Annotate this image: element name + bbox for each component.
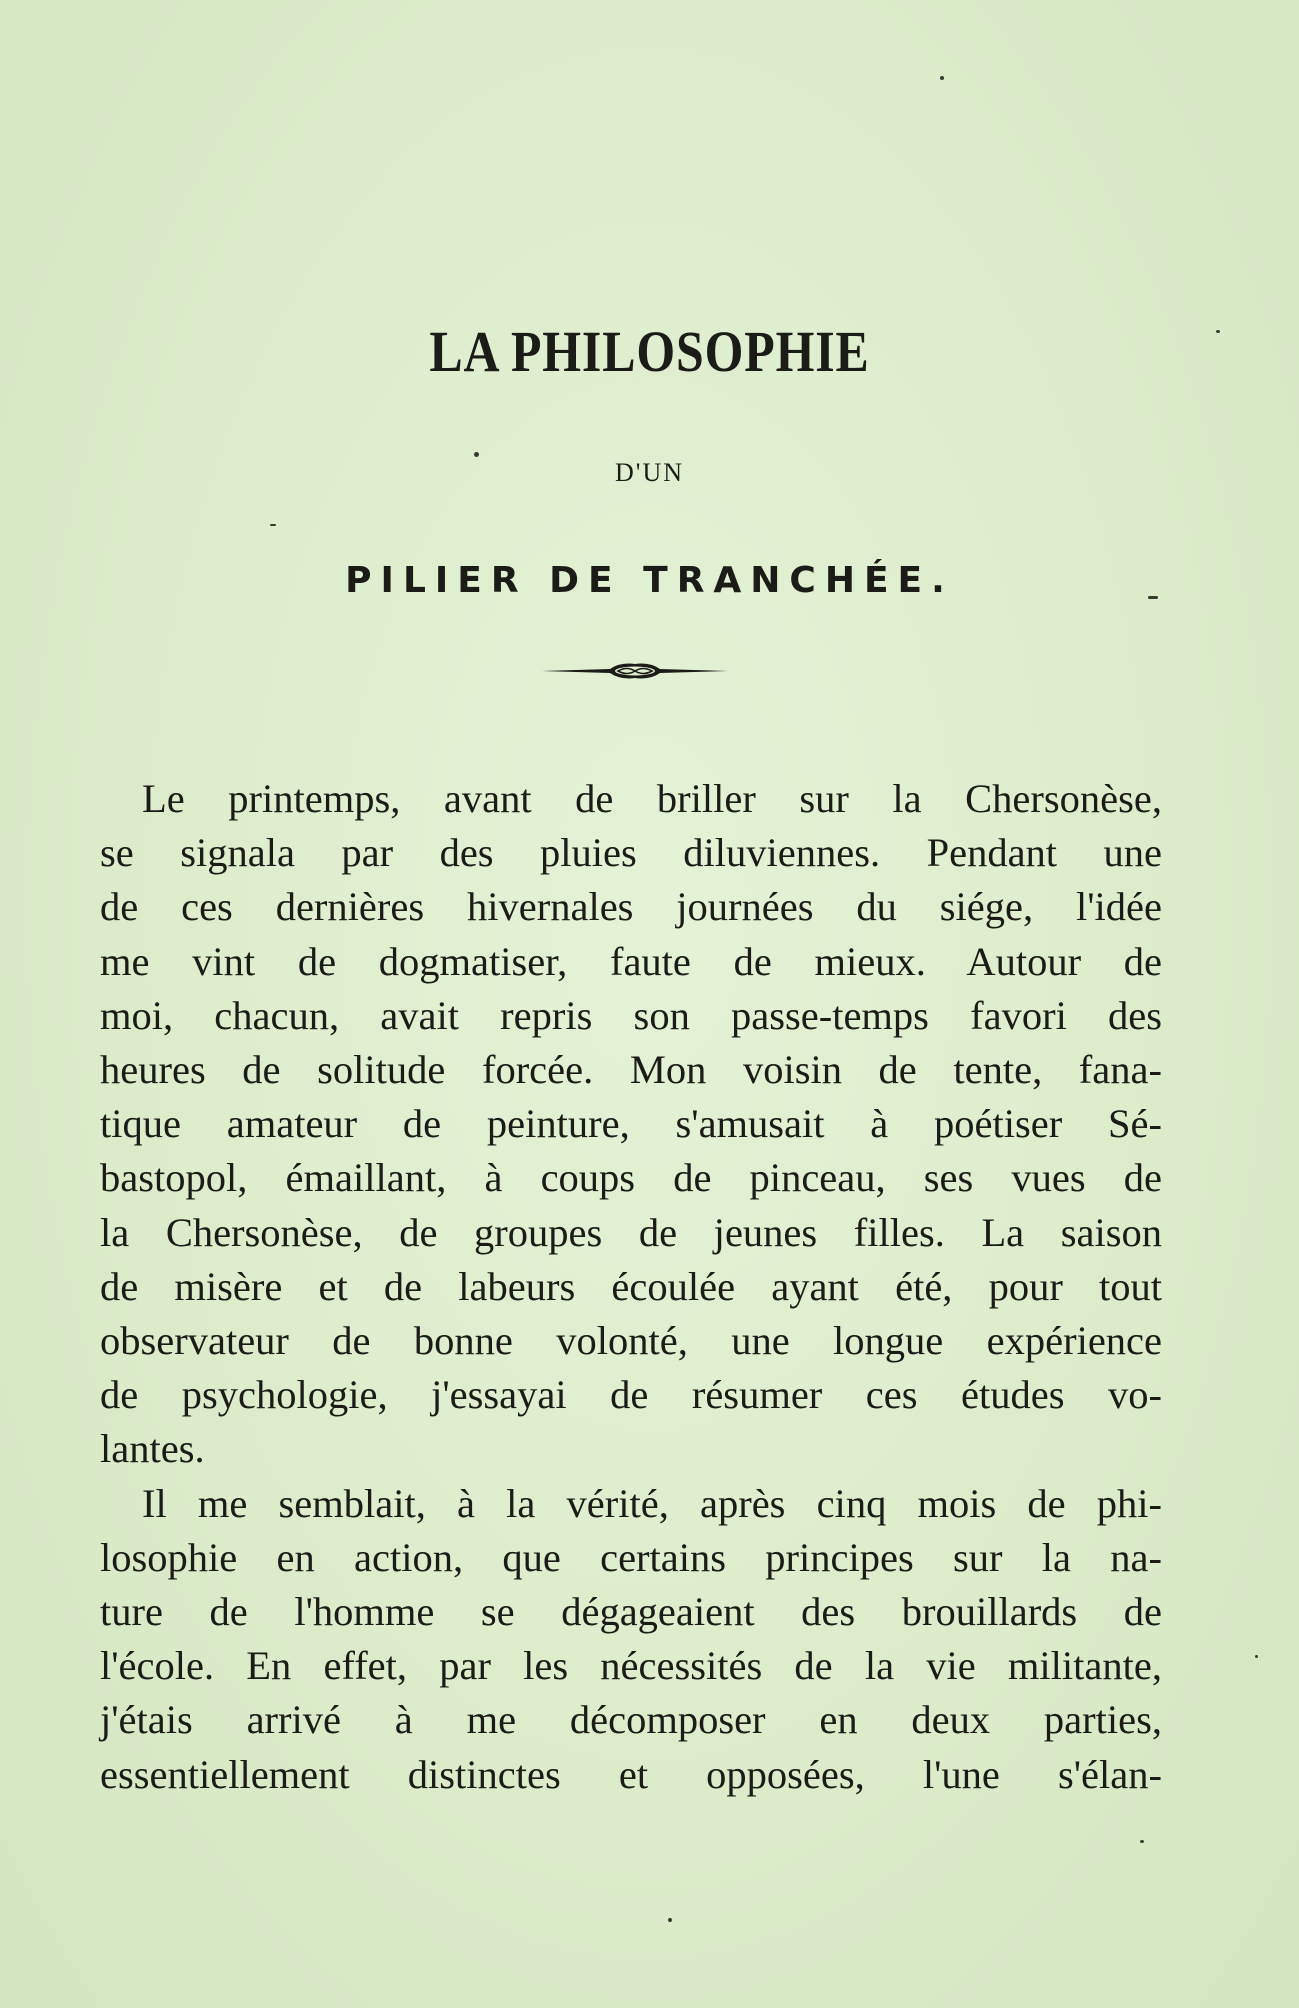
text-line: de misère et de labeurs écoulée ayant été, pour tout (100, 1263, 1162, 1309)
text-line: moi, chacun, avait repris son passe-temps favori des (100, 992, 1162, 1038)
paper-speck (1255, 1655, 1258, 1658)
text-line: de psychologie, j'essayai de résumer ces études vo- (100, 1372, 1162, 1418)
text-line: lantes. (100, 1426, 205, 1472)
paper-speck (1140, 1840, 1144, 1843)
paper-speck (668, 1918, 672, 1922)
section-heading: PILIER DE TRANCHÉE. (345, 560, 954, 601)
paper-speck (1216, 330, 1220, 333)
text-line: se signala par des pluies diluviennes. Pendant une (100, 830, 1162, 876)
page-subtitle: D'UN (614, 458, 684, 487)
text-line: losophie en action, que certains principes sur la na- (100, 1534, 1162, 1580)
text-line: essentiellement distinctes et opposées, l'une s'élan- (100, 1751, 1162, 1797)
text-line: me vint de dogmatiser, faute de mieux. Autour de (100, 938, 1162, 984)
text-line: j'étais arrivé à me décomposer en deux parties, (100, 1697, 1162, 1743)
text-line: heures de solitude forcée. Mon voisin de tente, fana- (100, 1047, 1162, 1093)
paper-speck (474, 452, 479, 457)
text-line: de ces dernières hivernales journées du siége, l'idée (100, 884, 1162, 930)
paper-speck (270, 524, 276, 526)
text-line: bastopol, émaillant, à coups de pinceau, ses vues de (100, 1155, 1162, 1201)
text-line: tique amateur de peinture, s'amusait à poétiser Sé- (100, 1101, 1162, 1147)
paper-speck (940, 76, 944, 80)
text-line: ture de l'homme se dégageaient des brouillards de (100, 1589, 1162, 1635)
text-line: Il me semblait, à la vérité, après cinq mois de phi- (142, 1480, 1162, 1526)
text-line: observateur de bonne volonté, une longue expérience (100, 1318, 1162, 1364)
page-title: LA PHILOSOPHIE (429, 319, 870, 384)
paper-speck (1148, 596, 1158, 599)
text-line: l'école. En effet, par les nécessités de la vie militante, (100, 1643, 1162, 1689)
text-line: la Chersonèse, de groupes de jeunes filles. La saison (100, 1209, 1162, 1255)
body-text (100, 772, 1162, 1802)
ornament-divider-icon (540, 656, 730, 686)
text-line: Le printemps, avant de briller sur la Chersonèse, (142, 776, 1162, 821)
